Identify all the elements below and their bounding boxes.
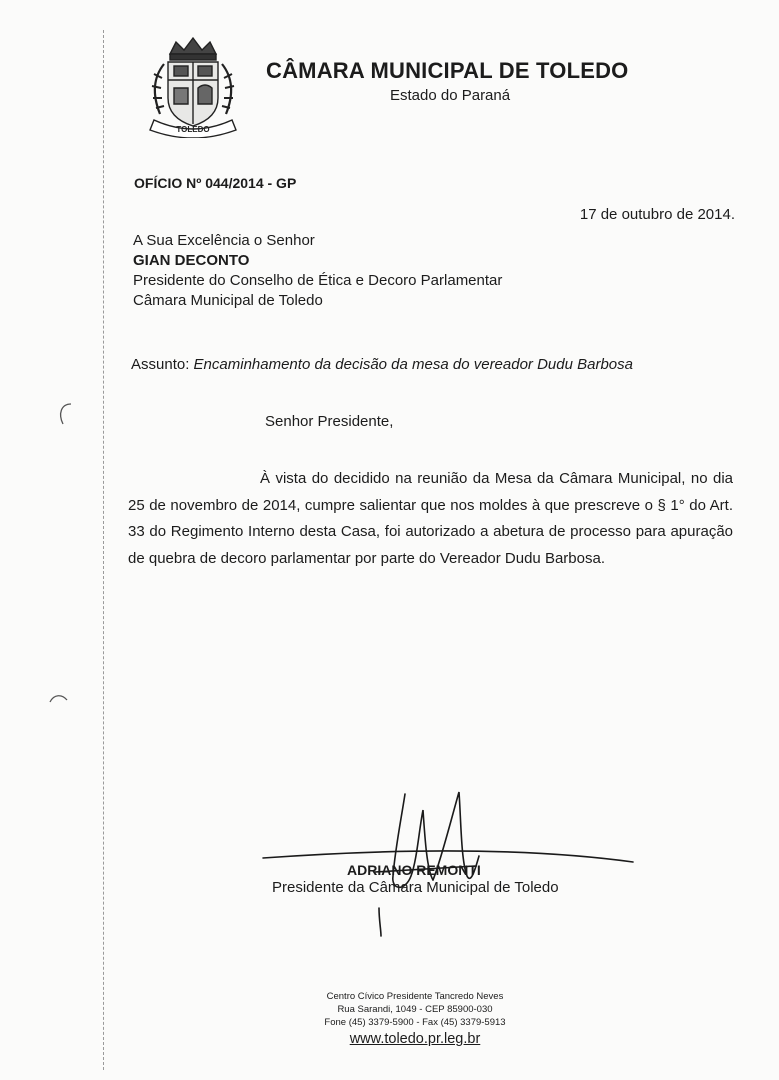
body-paragraph: À vista do decidido na reunião da Mesa da Câmara Municipal, no dia 25 de novembro de 2014, cumpre salientar que nos moldes à que prescreve o § 1° do Art. 33 do Regimento Interno desta Casa, foi autorizado a abetura de processo para apuração de quebra de decoro parlamentar por parte do Vereador Dudu Barbosa. xyxy=(128,470,733,567)
organization-state: Estado do Paraná xyxy=(390,87,511,104)
recipient-block xyxy=(133,231,502,311)
organization-name: CÂMARA MUNICIPAL DE TOLEDO xyxy=(266,58,629,83)
recipient-role: Presidente do Conselho de Ética e Decoro Parlamentar xyxy=(133,272,503,289)
punch-hole-mark xyxy=(48,690,70,706)
subject-line xyxy=(131,356,633,373)
recipient-name: GIAN DECONTO xyxy=(133,252,250,269)
footer-website-link[interactable]: www.toledo.pr.leg.br xyxy=(349,1031,481,1047)
salutation: Senhor Presidente, xyxy=(265,413,394,430)
subject-value: Encaminhamento da decisão da mesa do vereador Dudu Barbosa xyxy=(193,356,633,373)
coat-of-arms-icon xyxy=(140,34,246,138)
punch-hole-mark xyxy=(55,400,77,430)
handwritten-signature xyxy=(255,780,635,940)
subject-label: Assunto: xyxy=(131,356,190,373)
document-reference: OFÍCIO Nº 044/2014 - GP xyxy=(134,175,297,191)
margin-line xyxy=(103,30,104,1070)
document-date: 17 de outubro de 2014. xyxy=(579,206,735,223)
recipient-salutation: A Sua Excelência o Senhor xyxy=(133,232,315,249)
recipient-institution: Câmara Municipal de Toledo xyxy=(133,292,323,309)
footer-phone-line: Fone (45) 3379-5900 - Fax (45) 3379-5913 xyxy=(324,1017,506,1028)
footer-address-line: Centro Cívico Presidente Tancredo Neves xyxy=(326,991,504,1002)
footer-address-line: Rua Sarandi, 1049 - CEP 85900-030 xyxy=(337,1004,493,1015)
signer-title: Presidente da Câmara Municipal de Toledo xyxy=(272,879,559,896)
signer-name: ADRIANO REMONTI xyxy=(347,862,481,878)
crest-ribbon-text: TOLEDO xyxy=(176,125,210,134)
footer xyxy=(300,990,530,1049)
